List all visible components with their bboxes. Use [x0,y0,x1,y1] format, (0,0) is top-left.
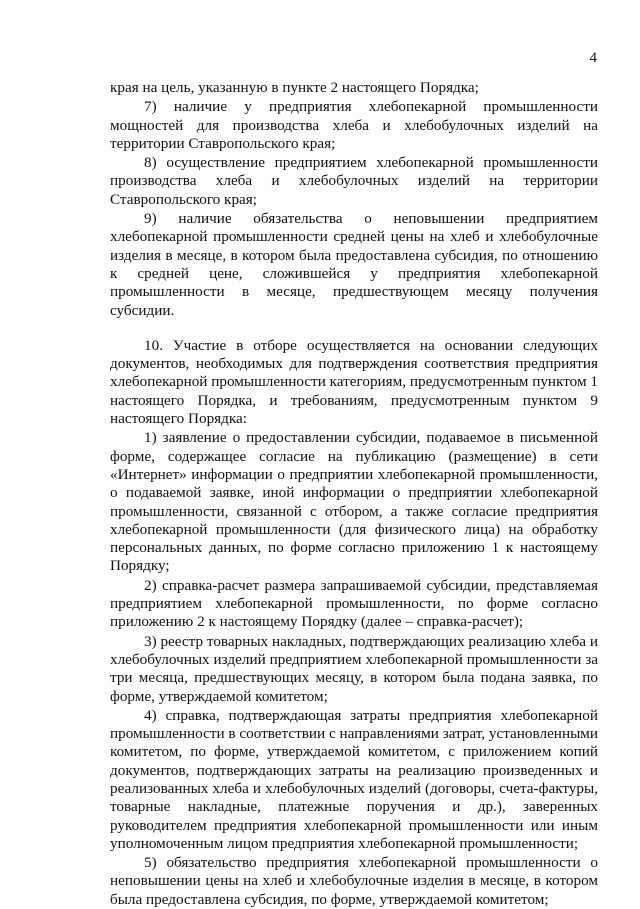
paragraph-item-8: 8) осуществление предприятием хлебопекарной промышленности производства хлеба и хлебобулочных изделий на территории Ставропольского края; [110,154,598,208]
paragraph-subitem-4: 4) справка, подтверждающая затраты предприятия хлебопекарной промышленности в соответствии с направлениями затрат, установленными комитетом, по форме, утверждаемой комитетом, с приложением копий документов, подтверждающих затраты на реализацию произведенных и реализованных хлеба и хлебобулочных изделий (договоры, счета-фактуры, товарные накладные, платежные поручения и др.), заверенных руководителем предприятия хлебопекарной промышленности или иным уполномоченным лицом предприятия хлебопекарной промышленности; [110,706,599,852]
paragraph-clause-10: 10. Участие в отборе осуществляется на основании следующих документов, необходимых для подтверждения соответствия предприятия хлебопекарной промышленности категориям, предусмотренным пунктом 1 настоящего Порядка, и требованиям, предусмотренным пунктом 9 настоящего Порядка: [110,336,598,428]
page-number: 4 [589,50,597,66]
paragraph-subitem-5: 5) обязательство предприятия хлебопекарной промышленности о неповышении цены на хлеб и хлебобулочные изделия в месяце, в котором была предоставлена субсидия, по форме, утверждаемой комитетом; [110,854,598,908]
paragraph-item-7: 7) наличие у предприятия хлебопекарной промышленности мощностей для производства хлеба и хлебобулочных изделий на территории Ставропольского края; [110,98,598,152]
paragraph-subitem-3: 3) реестр товарных накладных, подтверждающих реализацию хлеба и хлебобулочных изделий предприятием хлебопекарной промышленности за три месяца, предшествующих месяцу, в котором была подана заявка, по форме, утверждаемой комитетом; [110,632,598,705]
paragraph-subitem-1: 1) заявление о предоставлении субсидии, подаваемое в письменной форме, содержащее согласие на публикацию (размещение) в сети «Интернет» информации о предприятии хлебопекарной промышленности, о подаваемой заявке, иной информации о предприятии хлебопекарной промышленности, связанной с отбором, а также согласие предприятия хлебопекарной промышленности (для физического лица) на обработку персональных данных, по форме согласно приложению 1 к настоящему Порядку; [110,429,598,575]
paragraph-continuation: края на цель, указанную в пункте 2 настоящего Порядка; [110,79,479,96]
paragraph-subitem-2: 2) справка-расчет размера запрашиваемой субсидии, представляемая предприятием хлебопекарной промышленности, по форме согласно приложению 2 к настоящему Порядку (далее – справка-расчет); [110,576,598,631]
paragraph-item-9: 9) наличие обязательства о неповышении предприятием хлебопекарной промышленности средней цены на хлеб и хлебобулочные изделия в месяце, в котором была предоставлена субсидия, по отношению к средней цене, сложившейся у предприятия хлебопекарной промышленности в месяце, предшествующем месяцу получения субсидии. [110,210,598,319]
document-body [110,79,598,909]
